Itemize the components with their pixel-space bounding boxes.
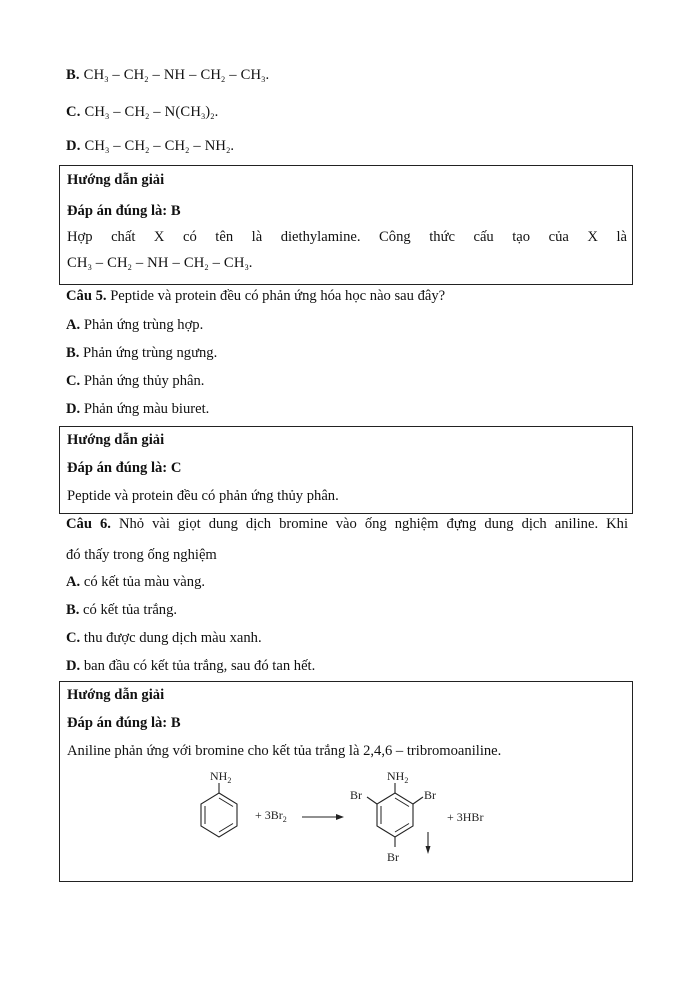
- option-text: ban đầu có kết tủa trắng, sau đó tan hết.: [80, 658, 316, 674]
- solution-formula: [67, 254, 253, 272]
- formula-subscript: 2: [145, 146, 150, 155]
- tribromoaniline-structure: [350, 769, 436, 864]
- question-label: Câu 5.: [66, 288, 107, 304]
- aniline-structure: [201, 769, 237, 837]
- double-bond: [219, 798, 233, 807]
- q5-option-d: [66, 400, 209, 418]
- option-letter: A.: [66, 317, 81, 333]
- option-text: Phản ứng màu biuret.: [80, 401, 210, 417]
- reaction-scheme: [60, 762, 632, 882]
- formula-text: CH: [67, 255, 88, 271]
- formula-text: CH: [83, 67, 105, 83]
- solution-answer: Đáp án đúng là: B: [67, 715, 181, 731]
- q5-option-c: [66, 372, 204, 390]
- solution-heading: Hướng dẫn giải: [67, 432, 165, 448]
- option-text: có kết tủa màu vàng.: [80, 574, 206, 590]
- formula-subscript: 3: [87, 263, 92, 272]
- formula-text: CH: [84, 138, 106, 154]
- formula: [84, 138, 234, 154]
- option-letter: D.: [66, 658, 81, 674]
- formula-text: ): [205, 104, 211, 120]
- product-group-label: $NH_2$: [387, 769, 409, 785]
- solution-heading: Hướng dẫn giải: [67, 687, 165, 703]
- solution-text: Hợp chất X có tên là diethylamine. Công thức cấu tạo của X là: [67, 229, 627, 245]
- q4-option-d: [66, 137, 234, 155]
- q5-solution-box: [59, 426, 633, 514]
- solution-answer: Đáp án đúng là: B: [67, 203, 181, 219]
- option-letter: A.: [66, 574, 81, 590]
- reactant-group-label: $NH_2$: [210, 769, 232, 785]
- solution-text: Peptide và protein đều có phản ứng thủy phân.: [67, 488, 339, 504]
- q5-option-a: [66, 316, 203, 334]
- formula-subscript: 2: [210, 112, 215, 121]
- q4-option-b: [66, 66, 269, 84]
- option-letter: D.: [66, 138, 81, 154]
- option-text: có kết tủa trắng.: [79, 602, 178, 618]
- byproduct-label: + 3HBr: [447, 810, 484, 824]
- br-right-label: Br: [424, 788, 436, 802]
- option-text: Phản ứng thủy phân.: [80, 373, 205, 389]
- q6-solution-box: [59, 681, 633, 882]
- formula-text: – CH: [109, 138, 146, 154]
- formula-subscript: 3: [244, 263, 249, 272]
- formula-text: .: [248, 255, 253, 271]
- question-text: Nhỏ vài giọt dung dịch bromine vào ống nghiệm đựng dung dịch aniline. Khi: [110, 516, 629, 532]
- formula: [84, 67, 270, 83]
- benzene-ring: [377, 793, 413, 837]
- option-text: thu được dung dịch màu xanh.: [80, 630, 262, 646]
- option-letter: B.: [66, 602, 80, 618]
- precipitate-arrow-icon: [426, 832, 431, 854]
- reagent-label: + $3Br_2$: [255, 808, 287, 824]
- formula-text: .: [265, 67, 270, 83]
- option-letter: C.: [66, 373, 81, 389]
- formula-subscript: 2: [144, 75, 149, 84]
- option-letter: B.: [66, 67, 80, 83]
- solution-answer: Đáp án đúng là: C: [67, 460, 182, 476]
- formula-subscript: 3: [105, 146, 110, 155]
- question-text: Peptide và protein đều có phản ứng hóa học nào sau đây?: [106, 288, 446, 304]
- solution-heading: Hướng dẫn giải: [67, 172, 165, 188]
- benzene-ring: [201, 793, 237, 837]
- formula-text: – CH: [208, 255, 245, 271]
- formula-text: – CH: [109, 104, 146, 120]
- formula-subscript: 2: [204, 263, 209, 272]
- formula-text: – NH – CH: [148, 67, 222, 83]
- br-bottom-label: Br: [387, 850, 399, 864]
- br-left-label: Br: [350, 788, 362, 802]
- formula-text: – CH: [225, 67, 262, 83]
- option-letter: C.: [66, 104, 81, 120]
- formula: [84, 104, 218, 120]
- q6-question-line2: đó thấy trong ống nghiệm: [66, 547, 217, 563]
- q5-option-b: [66, 344, 217, 362]
- double-bond: [219, 824, 233, 833]
- formula-subscript: 2: [226, 146, 231, 155]
- formula-subscript: 3: [261, 75, 266, 84]
- formula-subscript: 2: [127, 263, 132, 272]
- question-label: Câu 6.: [66, 516, 111, 532]
- q5-question: [66, 287, 445, 305]
- formula-text: .: [230, 138, 235, 154]
- formula-text: – NH: [189, 138, 227, 154]
- formula-subscript: 2: [221, 75, 226, 84]
- formula-subscript: 2: [185, 146, 190, 155]
- option-text: Phản ứng trùng hợp.: [80, 317, 204, 333]
- formula-text: – CH: [149, 138, 186, 154]
- formula-subscript: 2: [145, 112, 150, 121]
- formula-subscript: 3: [104, 75, 109, 84]
- q6-question-line1: [66, 515, 628, 533]
- q4-option-c: [66, 103, 218, 121]
- formula-subscript: 3: [105, 112, 110, 121]
- formula-subscript: 3: [201, 112, 206, 121]
- q6-option-d: [66, 657, 315, 675]
- option-letter: B.: [66, 345, 80, 361]
- q6-option-c: [66, 629, 262, 647]
- formula-text: CH: [84, 104, 106, 120]
- option-letter: C.: [66, 630, 81, 646]
- formula-text: – CH: [91, 255, 128, 271]
- q6-option-b: [66, 601, 177, 619]
- solution-text: Aniline phản ứng với bromine cho kết tủa trắng là 2,4,6 – tribromoaniline.: [67, 743, 502, 759]
- option-letter: D.: [66, 401, 81, 417]
- reaction-arrow: [302, 814, 344, 820]
- q4-solution-box: [59, 165, 633, 285]
- formula-text: – N(CH: [149, 104, 202, 120]
- formula-text: .: [214, 104, 219, 120]
- formula-text: – NH – CH: [131, 255, 205, 271]
- formula-text: – CH: [108, 67, 145, 83]
- option-text: Phản ứng trùng ngưng.: [79, 345, 218, 361]
- q6-option-a: [66, 573, 205, 591]
